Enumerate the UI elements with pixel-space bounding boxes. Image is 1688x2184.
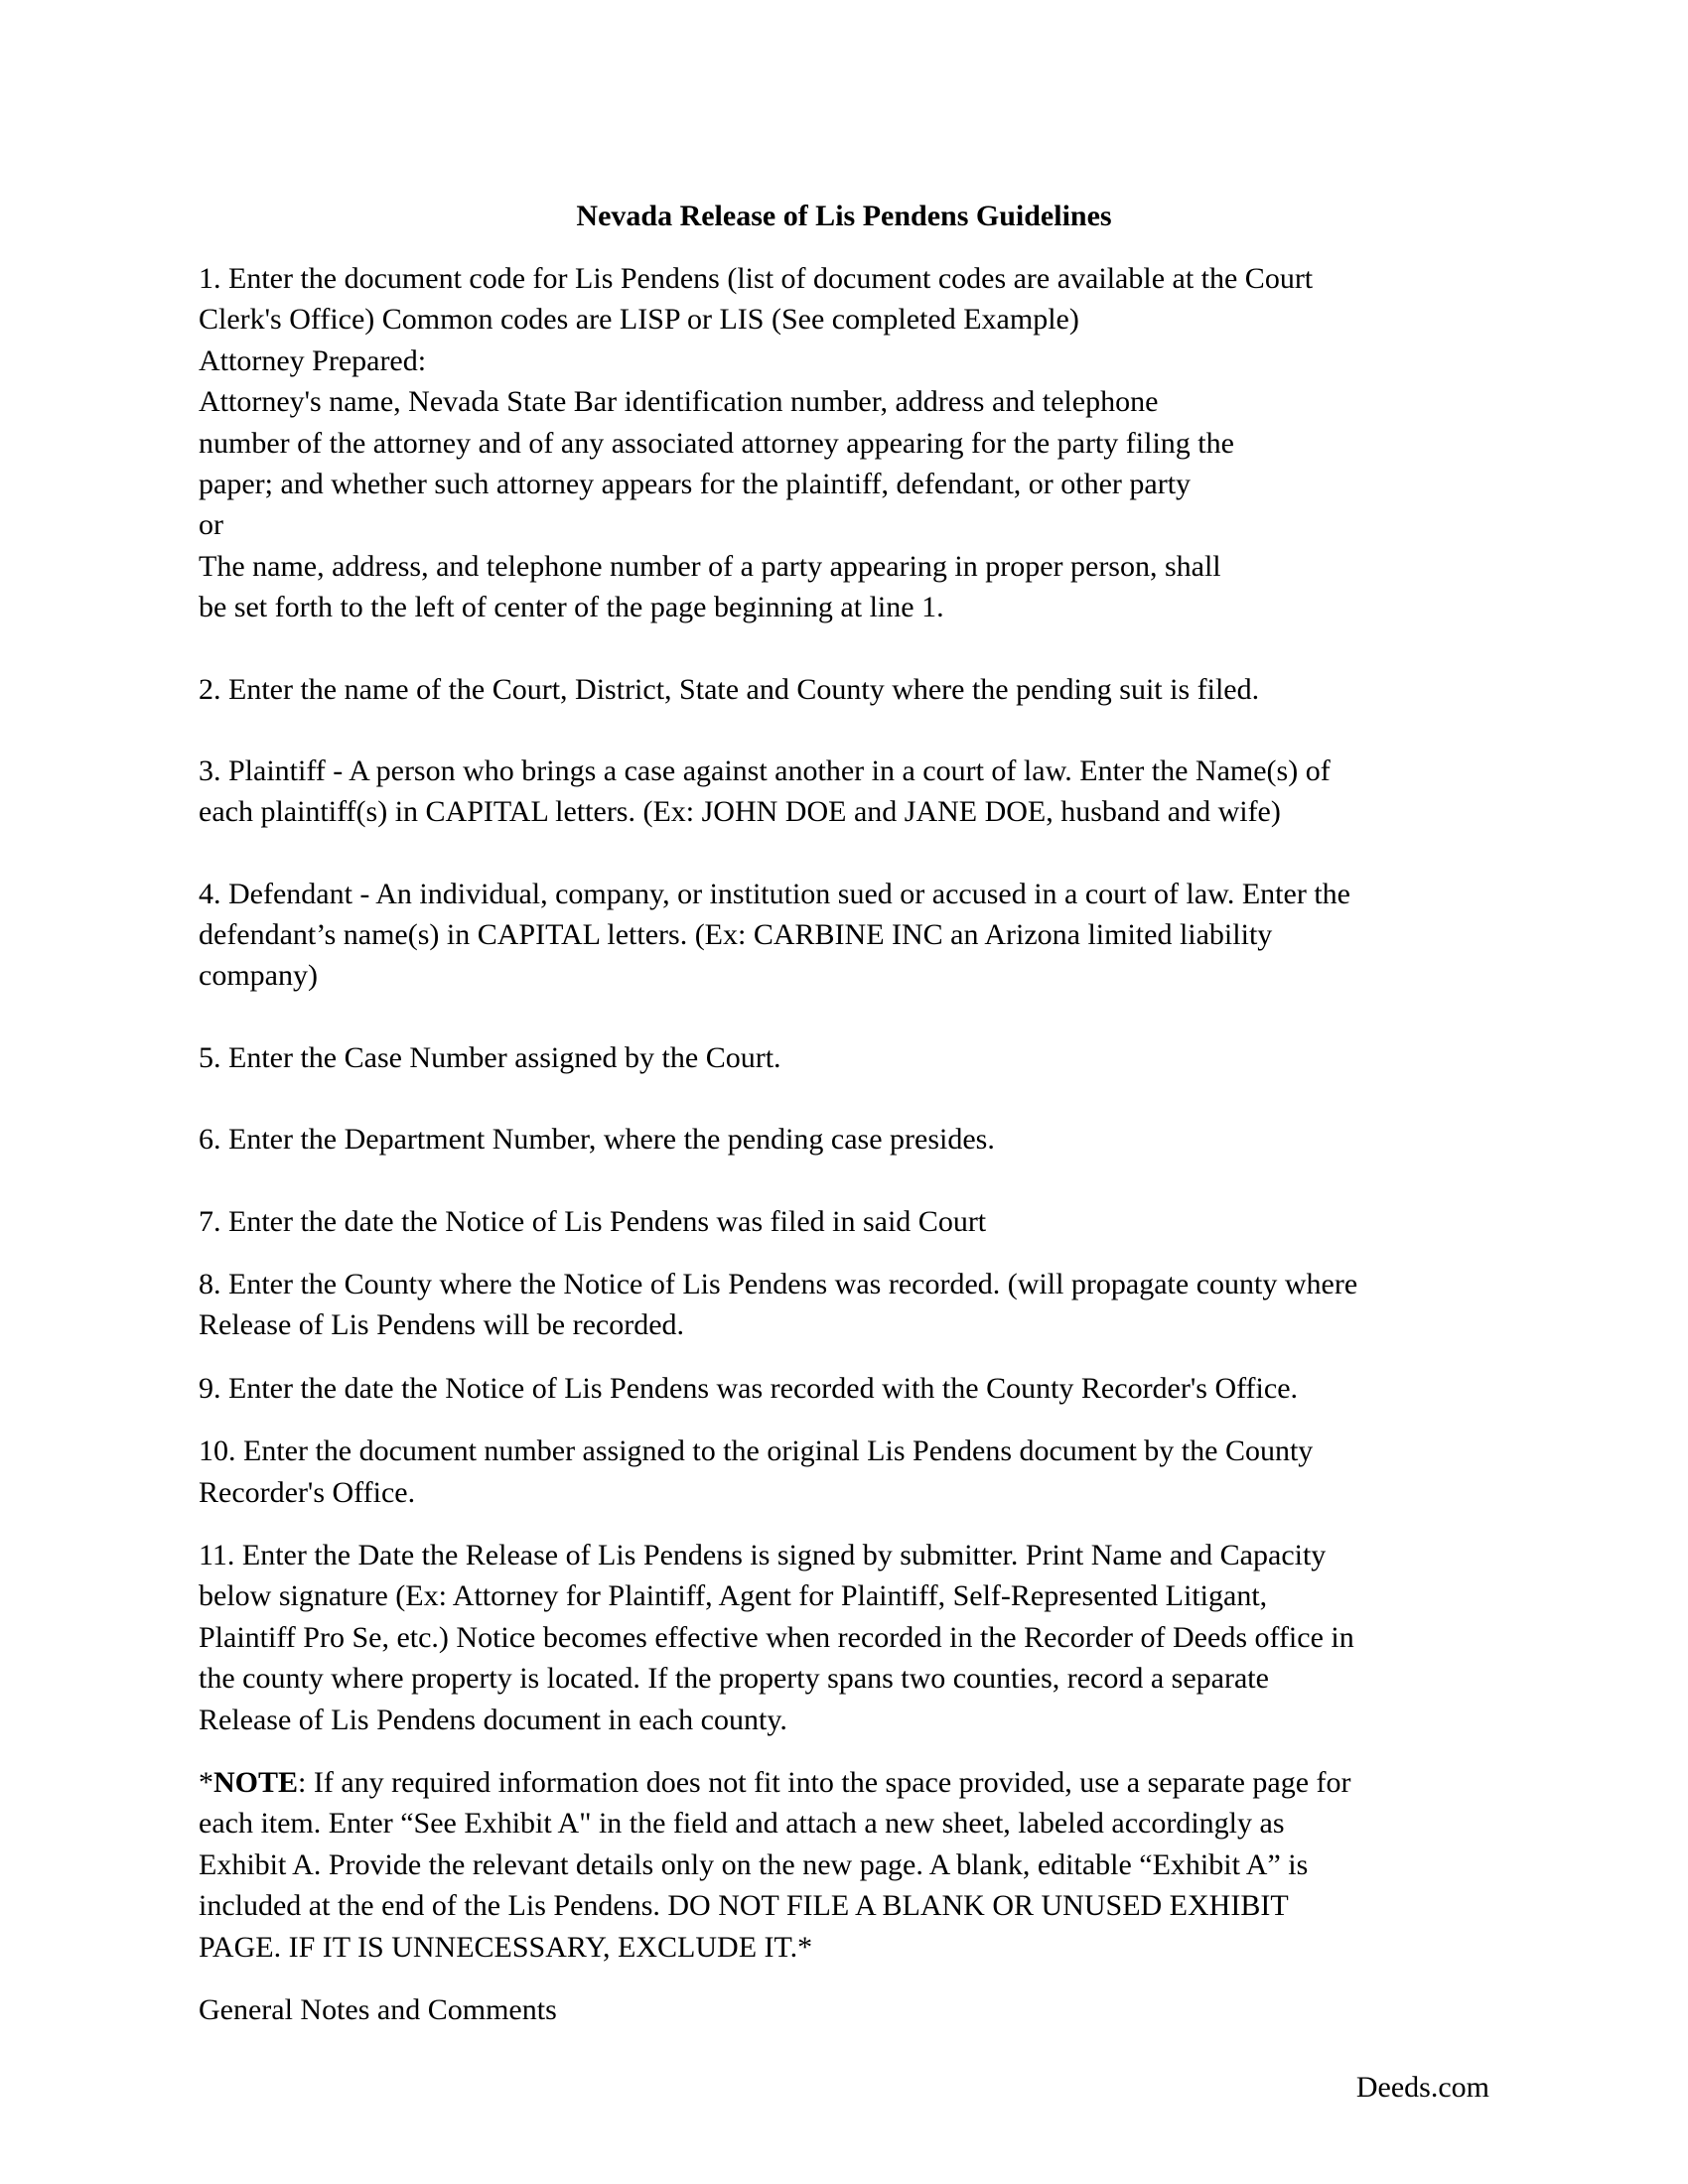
- item-3-line: 3. Plaintiff - A person who brings a case against another in a court of law. Enter the Name(s) of: [199, 753, 1331, 787]
- note-prefix: *: [199, 1765, 213, 1799]
- item-1-line: or: [199, 508, 223, 542]
- item-1-line: be set forth to the left of center of the page beginning at line 1.: [199, 591, 944, 624]
- item-6-line: 6. Enter the Department Number, where the pending case presides.: [199, 1123, 995, 1157]
- item-9: [199, 1368, 1519, 1409]
- item-11-line: Release of Lis Pendens document in each county.: [199, 1703, 787, 1736]
- item-5: [199, 1037, 1519, 1078]
- note-first-line-text: : If any required information does not fit into the space provided, use a separate page for: [298, 1765, 1351, 1799]
- item-10-line: Recorder's Office.: [199, 1475, 416, 1509]
- note-label: NOTE: [213, 1765, 299, 1799]
- item-1-line: Attorney's name, Nevada State Bar identification number, address and telephone: [199, 385, 1159, 419]
- note-block: [199, 1762, 1519, 1968]
- item-11-line: Plaintiff Pro Se, etc.) Notice becomes effective when recorded in the Recorder of Deeds office in: [199, 1620, 1354, 1654]
- item-8-line: 8. Enter the County where the Notice of Lis Pendens was recorded. (will propagate county where: [199, 1268, 1358, 1301]
- item-2: [199, 669, 1519, 710]
- item-1-line: The name, address, and telephone number of a party appearing in proper person, shall: [199, 549, 1221, 583]
- note-line: PAGE. IF IT IS UNNECESSARY, EXCLUDE IT.*: [199, 1930, 813, 1964]
- item-4: [199, 874, 1519, 997]
- item-1-line: 1. Enter the document code for Lis Pendens (list of document codes are available at the Court: [199, 262, 1314, 295]
- item-7: [199, 1201, 1519, 1242]
- item-4-line: defendant’s name(s) in CAPITAL letters. (Ex: CARBINE INC an Arizona limited liability: [199, 918, 1273, 952]
- item-2-line: 2. Enter the name of the Court, District, State and County where the pending suit is filed.: [199, 672, 1260, 706]
- page-title: Nevada Release of Lis Pendens Guidelines: [576, 200, 1112, 232]
- note-line: included at the end of the Lis Pendens. DO NOT FILE A BLANK OR UNUSED EXHIBIT: [199, 1889, 1289, 1923]
- item-11: [199, 1535, 1519, 1740]
- document-body: [199, 258, 1519, 2030]
- note-first-line: [199, 1762, 1519, 1803]
- item-1-line: number of the attorney and of any associated attorney appearing for the party filing the: [199, 426, 1234, 460]
- item-11-line: 11. Enter the Date the Release of Lis Pendens is signed by submitter. Print Name and Capacity: [199, 1538, 1327, 1571]
- item-3: [199, 751, 1519, 833]
- item-11-line: below signature (Ex: Attorney for Plaintiff, Agent for Plaintiff, Self-Represented Litigant,: [199, 1579, 1268, 1613]
- item-10-line: 10. Enter the document number assigned to the original Lis Pendens document by the County: [199, 1434, 1314, 1468]
- item-8-line: Release of Lis Pendens will be recorded.: [199, 1308, 685, 1342]
- item-4-line: 4. Defendant - An individual, company, or institution sued or accused in a court of law. Enter the: [199, 877, 1350, 910]
- item-1-line: Attorney Prepared:: [199, 343, 427, 377]
- item-1-line: paper; and whether such attorney appears for the plaintiff, defendant, or other party: [199, 467, 1192, 500]
- note-line: Exhibit A. Provide the relevant details only on the new page. A blank, editable “Exhibit A” is: [199, 1847, 1309, 1881]
- item-5-line: 5. Enter the Case Number assigned by the Court.: [199, 1040, 781, 1074]
- item-10: [199, 1431, 1519, 1513]
- item-3-line: each plaintiff(s) in CAPITAL letters. (Ex: JOHN DOE and JANE DOE, husband and wife): [199, 795, 1281, 829]
- note-line: each item. Enter “See Exhibit A" in the field and attach a new sheet, labeled accordingly as: [199, 1807, 1285, 1841]
- item-8: [199, 1264, 1519, 1346]
- item-11-line: the county where property is located. If the property spans two counties, record a separate: [199, 1662, 1269, 1696]
- general-notes: [199, 1989, 1519, 2030]
- item-6: [199, 1119, 1519, 1160]
- item-4-line: company): [199, 959, 318, 993]
- item-1: [199, 258, 1519, 628]
- footer-brand: Deeds.com: [1355, 2071, 1489, 2104]
- item-7-line: 7. Enter the date the Notice of Lis Pendens was filed in said Court: [199, 1204, 987, 1238]
- item-9-line: 9. Enter the date the Notice of Lis Pendens was recorded with the County Recorder's Office.: [199, 1371, 1299, 1405]
- general-notes-heading: General Notes and Comments: [199, 1992, 557, 2026]
- item-1-line: Clerk's Office) Common codes are LISP or LIS (See completed Example): [199, 303, 1079, 337]
